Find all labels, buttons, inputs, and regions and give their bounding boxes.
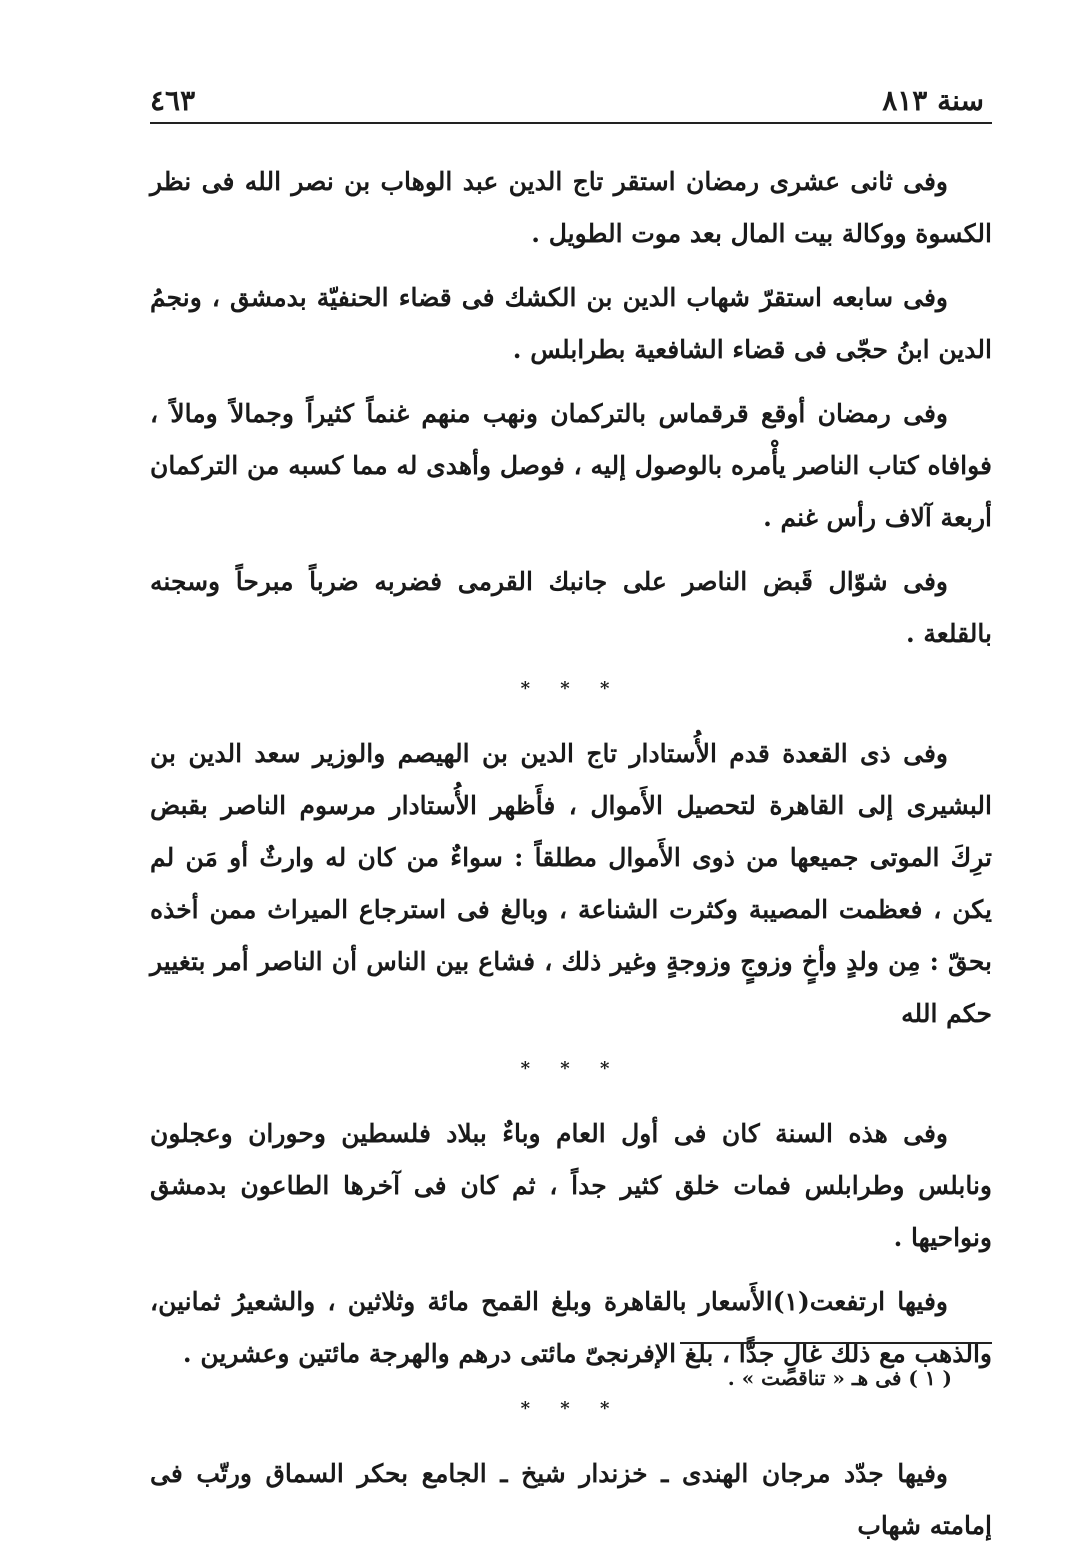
paragraph: وفى هذه السنة كان فى أول العام وباءٌ ببلاد فلسطين وحوران وعجلون ونابلس وطرابلس فمات خلق كثير جداً ، ثم كان فى آخرها الطاعون بدمشق ونواحيها . [150, 1119, 992, 1252]
paragraph: وفيها ارتفعت(١)الأَسعار بالقاهرة وبلغ القمح مائة وثلاثين ، والشعيرُ ثمانين، والذهب مع ذلك غالٍ جدًّا ، بلغ الإفرنجىّ مائتى درهم والهرجة مائتين وعشرين . [150, 1287, 992, 1368]
paragraph: وفى سابعه استقرّ شهاب الدين بن الكشك فى قضاء الحنفيّة بدمشق ، ونجمُ الدين ابنُ حجّى فى قضاء الشافعية بطرابلس . [150, 283, 992, 364]
footnote-rule [680, 1342, 992, 1344]
section-separator: * * * [520, 678, 622, 699]
paragraph: وفى ثانى عشرى رمضان استقر تاج الدين عبد الوهاب بن نصر الله فى نظر الكسوة ووكالة بيت المال بعد موت الطويل . [150, 167, 992, 248]
page-body [150, 156, 992, 1564]
page-number: ٤٦٣ [150, 84, 196, 117]
year-heading: سنة ٨١٣ [882, 84, 984, 117]
footnote: ( ١ ) فى هـ « تناقصت » . [727, 1366, 952, 1390]
paragraph: وفى رمضان أوقع قرقماس بالتركمان ونهب منهم غنماً كثيراً وجمالاً ومالاً ، فوافاه كتاب الناصر يأْمره بالوصول إليه ، فوصل وأهدى له مما كسبه من التركمان أربعة آلاف رأس غنم . [150, 399, 992, 532]
paragraph: وفى شوّال قَبض الناصر على جانبك القرمى فضربه ضرباً مبرحاً وسجنه بالقلعة . [150, 567, 992, 648]
section-separator: * * * [520, 1058, 622, 1079]
header-rule [150, 122, 992, 124]
paragraph: وفى ذى القعدة قدم الأُستادار تاج الدين بن الهيصم والوزير سعد الدين بن البشيرى إلى القاهرة لتحصيل الأَموال ، فأَظهر الأُستادار مرسوم الناصر بقبض ترِكَ الموتى جميعها من ذوى الأَموال مطلقاً : سواءٌ من كان له وارثٌ أو مَن لم يكن ، فعظمت المصيبة وكثرت الشناعة ، وبالغ فى استرجاع الميراث ممن أخذه بحقّ : مِن ولدٍ وأخٍ وزوجٍ وزوجةٍ وغير ذلك ، فشاع بين الناس أن الناصر أمر بتغيير حكم الله [150, 739, 992, 1028]
book-page [150, 70, 992, 1540]
section-separator: * * * [520, 1398, 622, 1419]
paragraph: وفيها جدّد مرجان الهندى ـ خزندار شيخ ـ الجامع بحكر السماق ورتّب فى إمامته شهاب [150, 1459, 992, 1540]
